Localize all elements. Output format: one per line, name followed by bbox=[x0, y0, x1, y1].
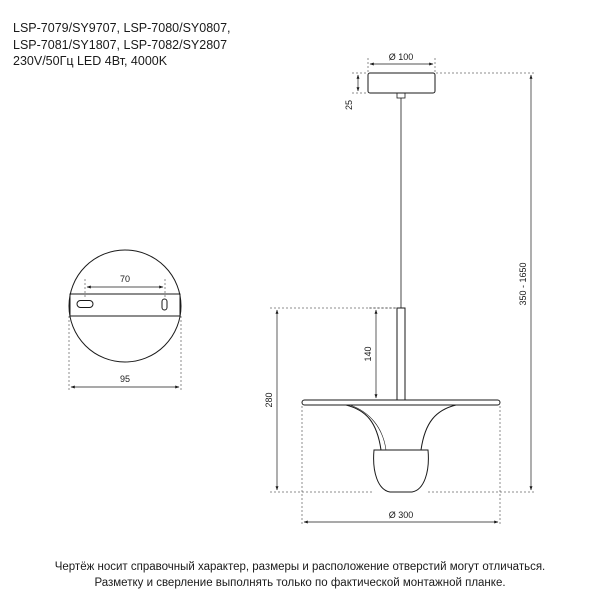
mount-slot-right bbox=[162, 299, 167, 310]
rod bbox=[397, 308, 405, 400]
dim-label-95: 95 bbox=[119, 374, 131, 384]
dim-label-25: 25 bbox=[344, 99, 354, 111]
mount-plate-view bbox=[69, 250, 181, 391]
disclaimer-line-2: Разметку и сверление выполнять только по фактической монтажной планке. bbox=[94, 577, 506, 589]
mounting-bar bbox=[70, 294, 180, 316]
dim-label-280: 280 bbox=[264, 392, 274, 408]
dim-label-d100: Ø 100 bbox=[388, 52, 414, 62]
body-right-flare bbox=[421, 405, 456, 450]
spec-line: 230V/50Гц LED 4Вт, 4000K bbox=[13, 54, 168, 68]
shade-disc bbox=[302, 400, 500, 405]
bowl bbox=[374, 450, 429, 492]
canopy-cable-grip bbox=[397, 93, 405, 98]
model-line-2: LSP-7081/SY1807, LSP-7082/SY2807 bbox=[13, 37, 228, 52]
dim-label-70: 70 bbox=[119, 274, 131, 284]
canopy bbox=[368, 73, 435, 93]
dim-label-total: 350 - 1650 bbox=[518, 262, 528, 306]
lamp-side-view bbox=[264, 52, 535, 526]
body-inner-left bbox=[350, 405, 386, 450]
mount-slot-left bbox=[77, 301, 93, 308]
model-line-1: LSP-7079/SY9707, LSP-7080/SY0807, bbox=[13, 21, 231, 35]
disclaimer-line-1: Чертёж носит справочный характер, размеры и расположение отверстий могут отличаться. bbox=[54, 561, 546, 573]
dim-label-140: 140 bbox=[363, 346, 373, 362]
dim-label-d300: Ø 300 bbox=[388, 510, 414, 520]
mount-plate-circle bbox=[69, 250, 181, 362]
